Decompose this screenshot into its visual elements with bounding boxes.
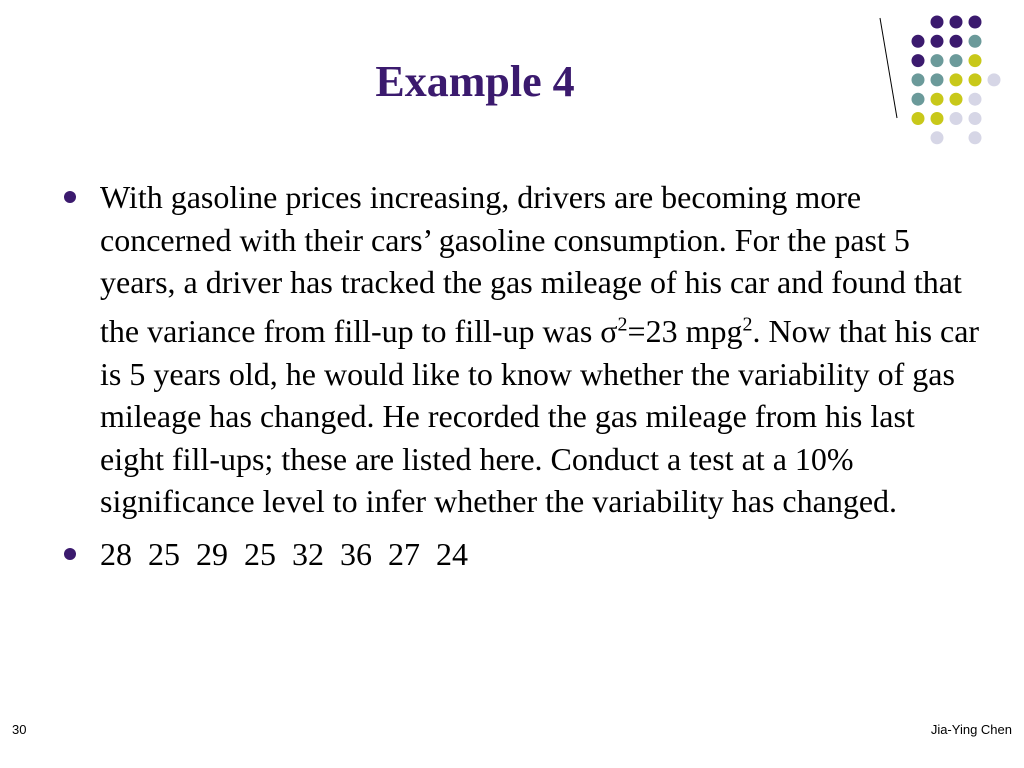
bullet-icon	[64, 191, 76, 203]
decorative-dot	[950, 93, 963, 106]
bullet-icon	[64, 548, 76, 560]
decorative-dot	[912, 35, 925, 48]
bullet-problem-statement	[64, 176, 984, 523]
data-values-text: 28 25 29 25 32 36 27 24	[100, 535, 468, 572]
decorative-dot	[988, 73, 1001, 86]
decorative-dot	[950, 16, 963, 29]
decorative-dot	[969, 73, 982, 86]
decorative-dot	[969, 93, 982, 106]
footer-author: Jia-Ying Chen	[930, 722, 1012, 737]
decorative-dot	[969, 16, 982, 29]
page-number: 30	[12, 722, 27, 737]
decorative-dot	[931, 35, 944, 48]
decorative-dot	[969, 35, 982, 48]
decorative-dot	[969, 131, 982, 144]
decorative-dot	[969, 112, 982, 125]
decorative-dot	[931, 112, 944, 125]
decorative-dot	[950, 35, 963, 48]
decorative-dot	[969, 54, 982, 67]
decorative-dot	[912, 112, 925, 125]
bullet-data-values	[64, 533, 984, 576]
problem-text: With gasoline prices increasing, drivers are becoming more concerned with their cars’ gasoline consumption. For the past 5 years, a driver has tracked the gas mileage of his car and found that the variance from fill-up to fill-up was $\sigma^2=23$ mpg$^2$. Now that his car is 5 years old, he would like to know whether the variability of gas mileage has changed. He recorded the gas mileage from his last eight fill-ups; these are listed here. Conduct a test at a 10% significance level to infer whether the variability has changed.	[100, 179, 980, 520]
decorative-dot	[931, 131, 944, 144]
decorative-dot	[950, 73, 963, 86]
slide-title: Example 4	[375, 57, 575, 106]
decorative-dot	[931, 16, 944, 29]
bullet-list	[64, 176, 984, 585]
decorative-dot	[950, 112, 963, 125]
decorative-dot	[950, 54, 963, 67]
